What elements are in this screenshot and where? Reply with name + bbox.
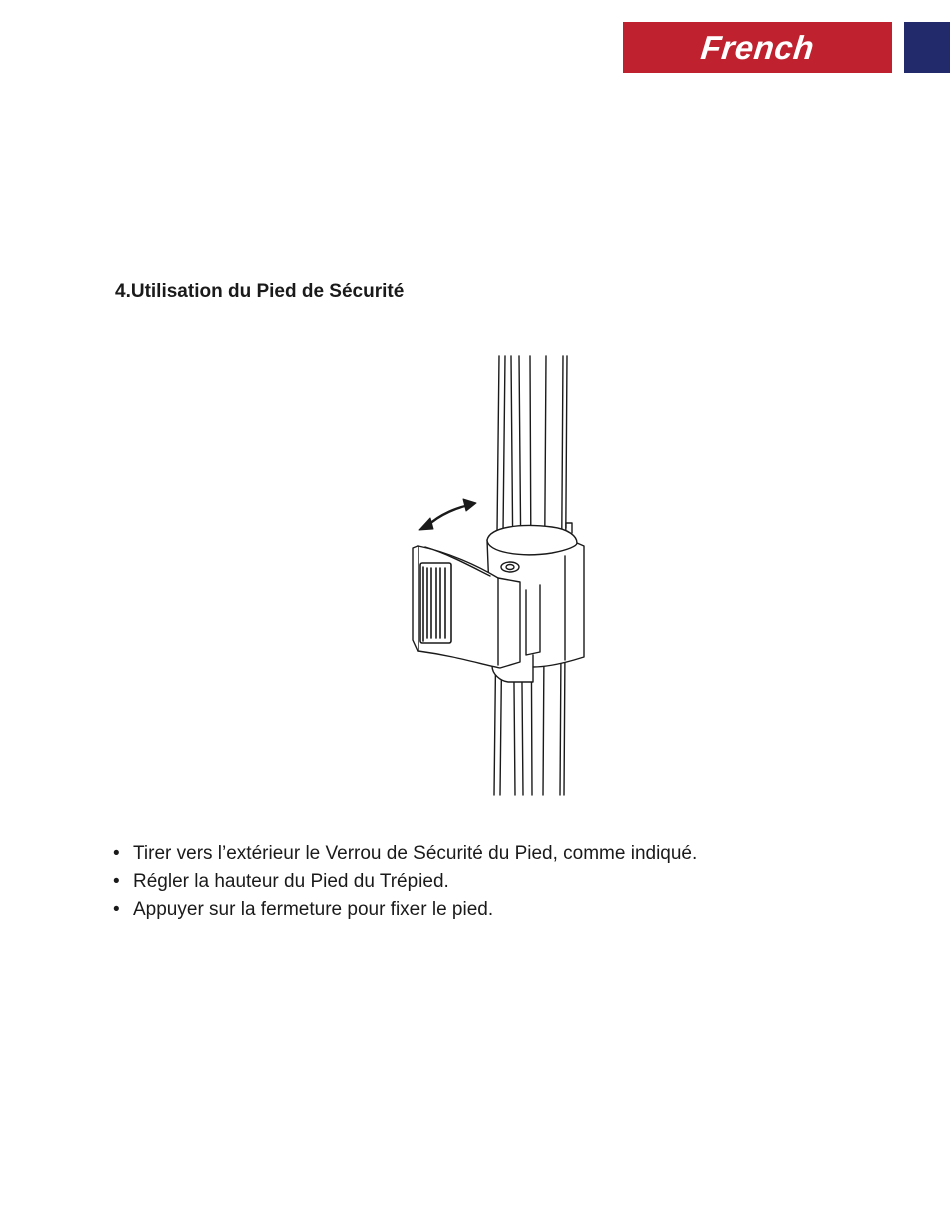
instruction-list [113, 840, 697, 924]
step-text: Appuyer sur la fermeture pour fixer le pied. [133, 899, 494, 920]
lever-grip-ridges [420, 563, 451, 643]
language-label: French [699, 28, 817, 66]
list-item [113, 896, 697, 924]
bullet: • [113, 871, 120, 892]
language-tab [623, 22, 892, 73]
list-item [113, 840, 697, 868]
motion-arrow-icon [419, 499, 476, 530]
step-text: Tirer vers l’extérieur le Verrou de Sécurité du Pied, comme indiqué. [133, 843, 698, 864]
tripod-leg-lock-illustration [400, 350, 600, 800]
bullet: • [113, 899, 120, 920]
step-text: Régler la hauteur du Pied du Trépied. [133, 871, 449, 892]
list-item [113, 868, 697, 896]
side-color-tab [904, 22, 950, 73]
section-title: 4.Utilisation du Pied de Sécurité [115, 281, 405, 302]
bullet: • [113, 843, 120, 864]
